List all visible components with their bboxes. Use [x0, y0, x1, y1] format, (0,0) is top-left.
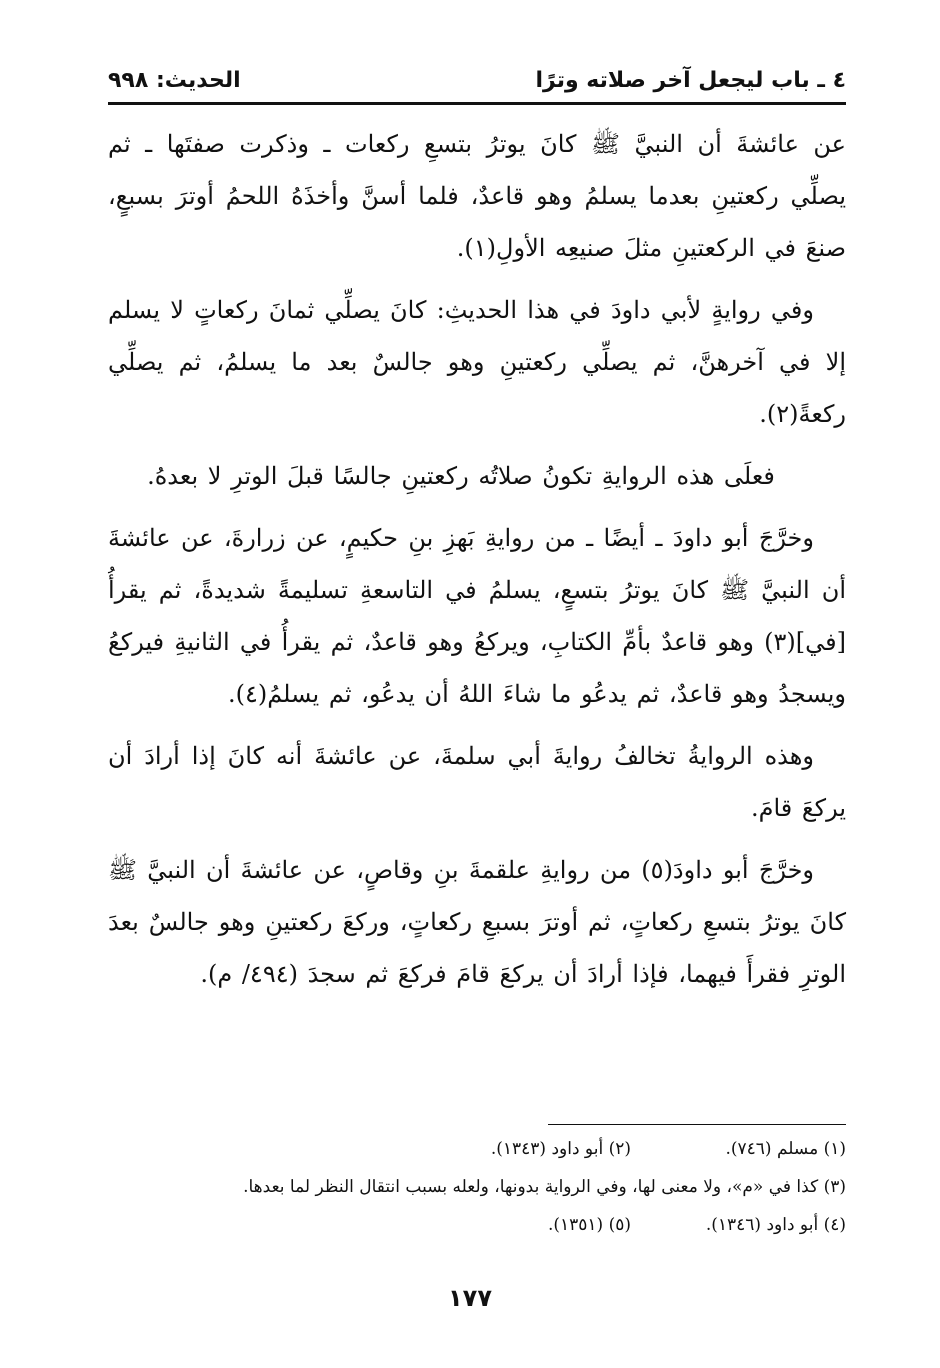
footnote-5: (٥) (١٣٥١).: [547, 1215, 631, 1235]
running-header: [108, 60, 846, 100]
footnote-row-1: [108, 1130, 846, 1168]
paragraph-5: وهذه الروايةُ تخالفُ روايةَ أبي سلمةَ، عن عائشةَ أنه كانَ إذا أرادَ أن يركعَ قامَ.: [108, 742, 846, 822]
main-text: [108, 118, 846, 1010]
footnote-4: (٤) أبو داود (١٣٤٦).: [705, 1215, 846, 1235]
paragraph-4: وخرَّجَ أبو داودَ ـ أيضًا ـ من روايةِ بَهزِ بنِ حكيمٍ، عن زرارةَ، عن عائشةَ أن النبيَّ ﷺ كانَ يوترُ بتسعٍ، يسلمُ في التاسعةِ تسليمةً شديدةً، ثم يقرأُ [في](٣) وهو قاعدٌ بأمِّ الكتابِ، ويركعُ وهو قاعدٌ، ثم يقرأُ في الثانيةِ فيركعُ ويسجدُ وهو قاعدٌ، ثم يدعُو ما شاءَ اللهُ أن يدعُو، ثم يسلمُ(٤).: [108, 524, 846, 708]
footnote-1: (١) مسلم (٧٤٦).: [725, 1139, 846, 1159]
footnote-3: (٣) كذا في «م»، ولا معنى لها، وفي الرواية بدونها، ولعله بسبب انتقال النظر لما بعدها.: [243, 1177, 846, 1197]
paragraph-3: فعلَى هذه الروايةِ تكونُ صلاتُه ركعتينِ جالسًا قبلَ الوترِ لا بعدهُ.: [147, 462, 775, 490]
hadith-number: الحديث: ٩٩٨: [108, 67, 241, 93]
footnote-2: (٢) أبو داود (١٣٤٣).: [490, 1139, 631, 1159]
footnote-row-2: [108, 1168, 846, 1206]
footnote-divider: [548, 1124, 846, 1125]
footnote-row-3: [108, 1206, 846, 1244]
header-divider: [108, 102, 846, 105]
footnotes: [108, 1130, 846, 1244]
paragraph-1: عن عائشةَ أن النبيَّ ﷺ كانَ يوترُ بتسعِ ركعات ـ وذكرت صفتَها ـ ثم يصلِّي ركعتينِ بعدما يسلمُ وهو قاعدٌ، فلما أسنَّ وأخذَهُ اللحمُ أوترَ بسبعٍ، صنعَ في الركعتينِ مثلَ صنيعِه الأولِ(١).: [108, 130, 847, 262]
paragraph-2: وفي روايةٍ لأبي داودَ في هذا الحديثِ: كانَ يصلِّي ثمانَ ركعاتٍ لا يسلم إلا في آخرهنَّ، ثم يصلِّي ركعتينِ وهو جالسٌ بعد ما يسلمُ، ثم يصلِّي ركعةً(٢).: [108, 296, 846, 428]
page-number: ١٧٧: [448, 1284, 492, 1312]
paragraph-6: وخرَّجَ أبو داودَ(٥) من روايةِ علقمةَ بنِ وقاصٍ، عن عائشةَ أن النبيَّ ﷺ كانَ يوترُ بتسعِ ركعاتٍ، ثم أوترَ بسبعِ ركعاتٍ، وركعَ ركعتينِ وهو جالسٌ بعدَ الوترِ فقرأَ فيهما، فإذا أرادَ أن يركعَ قامَ فركعَ ثم سجدَ (٤٩٤/ م).: [108, 856, 846, 988]
chapter-title: ٤ ـ باب ليجعل آخر صلاته وترًا: [535, 67, 846, 93]
